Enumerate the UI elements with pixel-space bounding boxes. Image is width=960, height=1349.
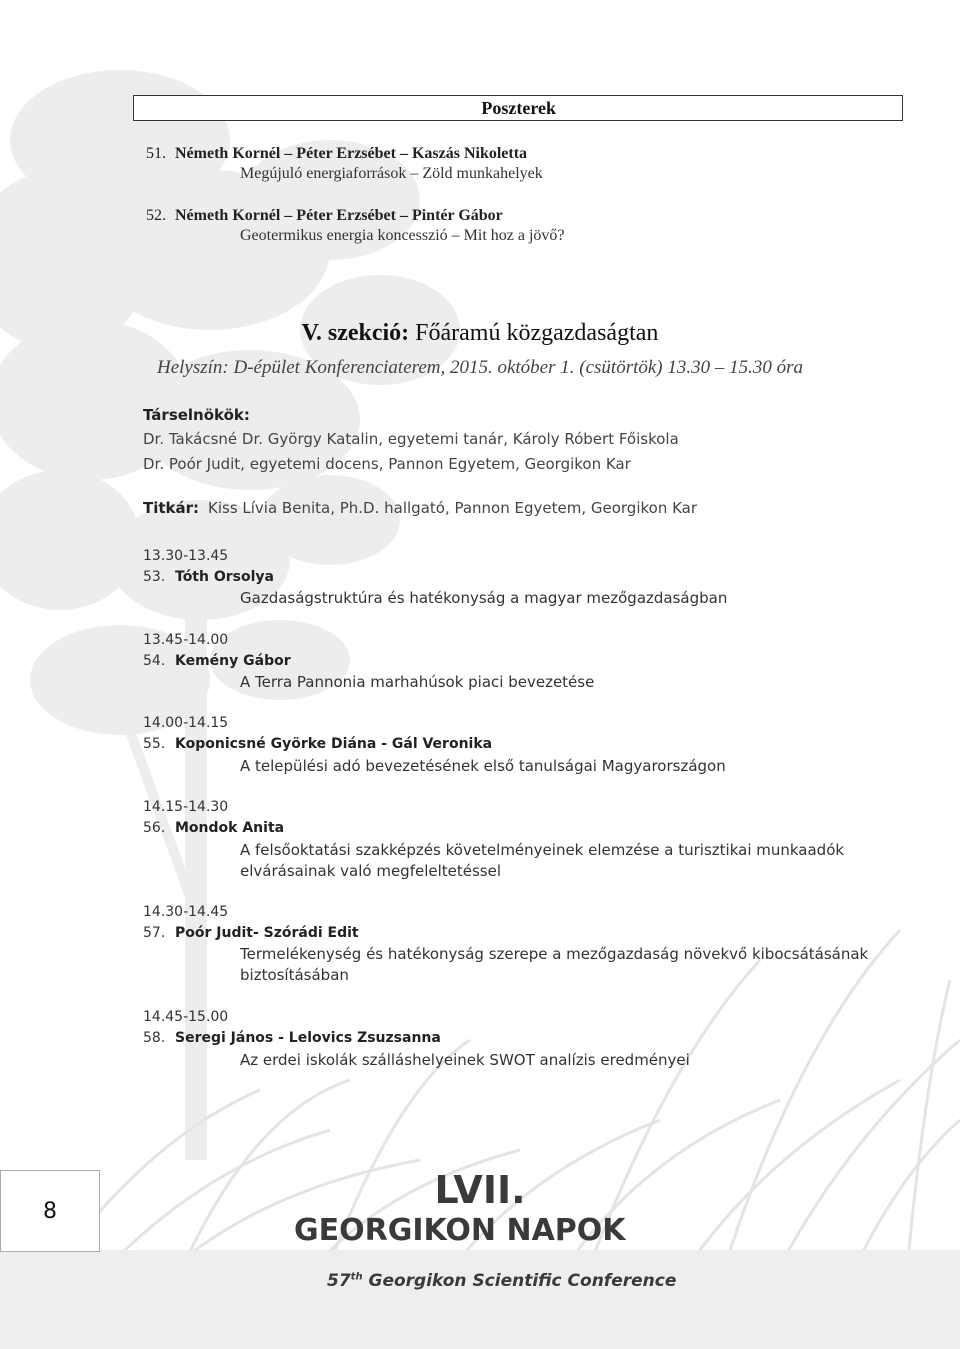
section-name: Főáramú közgazdaságtan [415, 320, 659, 346]
conference-name: GEORGIKON NAPOK [294, 1213, 626, 1248]
poster-title: Geotermikus energia koncesszió – Mit hoz a jövő? [240, 227, 565, 244]
poster-authors: Németh Kornél – Péter Erzsébet – Pintér Gábor [175, 207, 503, 224]
conference-subtitle-text: Georgikon Scientific Conference [362, 1271, 677, 1291]
chairs-label: Társelnökök: [143, 406, 250, 424]
secretary-entry: Kiss Lívia Benita, Ph.D. hallgató, Pannon Egyetem, Georgikon Kar [208, 499, 698, 517]
conference-number: 57 [327, 1271, 351, 1291]
talk-number: 53. [143, 569, 166, 585]
conference-subtitle [327, 1271, 676, 1291]
page-number: 8 [0, 1170, 100, 1252]
conference-edition: LVII. [434, 1168, 526, 1212]
talk-title: A Terra Pannonia marhahúsok piaci bevezetése [240, 673, 595, 691]
chair-entry: Dr. Takácsné Dr. György Katalin, egyetemi tanár, Károly Róbert Főiskola [143, 430, 679, 448]
talk-title: A települési adó bevezetésének első tanulságai Magyarországon [240, 757, 726, 775]
section-title [0, 320, 960, 347]
poster-title: Megújuló energiaforrások – Zöld munkahelyek [240, 165, 543, 182]
talk-time: 14.00-14.15 [143, 715, 229, 731]
conference-ordinal: th [350, 1271, 363, 1283]
talk-number: 55. [143, 736, 166, 752]
talk-time: 14.30-14.45 [143, 904, 229, 920]
poster-number: 52. [146, 207, 166, 224]
talk-authors: Koponicsné Györke Diána - Gál Veronika [175, 736, 493, 752]
posters-header-box [133, 95, 903, 121]
talk-authors: Tóth Orsolya [175, 569, 274, 585]
talk-time: 14.45-15.00 [143, 1009, 229, 1025]
talk-number: 54. [143, 653, 166, 669]
secretary-label: Titkár: [143, 499, 200, 517]
talk-authors: Seregi János - Lelovics Zsuzsanna [175, 1030, 441, 1046]
talk-title: Gazdaságstruktúra és hatékonyság a magyar mezőgazdaságban [240, 589, 728, 607]
talk-number: 56. [143, 820, 166, 836]
posters-header-title: Poszterek [481, 98, 556, 118]
talk-title: A felsőoktatási szakképzés követelményeinek elemzése a turisztikai munkaadók elvárásainak való megfeleltetéssel [240, 841, 845, 880]
talk-time: 13.45-14.00 [143, 632, 229, 648]
talk-number: 58. [143, 1030, 166, 1046]
talk-title: Az erdei iskolák szálláshelyeinek SWOT analízis eredményei [240, 1051, 690, 1069]
section-number: V. szekció: [301, 320, 410, 346]
poster-authors: Németh Kornél – Péter Erzsébet – Kaszás Nikoletta [175, 145, 528, 162]
talk-title: Termelékenység és hatékonyság szerepe a mezőgazdaság növekvő kibocsátásának biztosításában [240, 945, 869, 984]
poster-number: 51. [146, 145, 166, 162]
talk-time: 14.15-14.30 [143, 799, 229, 815]
talk-time: 13.30-13.45 [143, 548, 229, 564]
section-venue: Helyszín: D-épület Konferenciaterem, 2015. október 1. (csütörtök) 13.30 – 15.30 óra [156, 357, 804, 378]
talk-authors: Poór Judit- Szórádi Edit [175, 925, 359, 941]
talk-authors: Mondok Anita [175, 820, 285, 836]
chair-entry: Dr. Poór Judit, egyetemi docens, Pannon Egyetem, Georgikon Kar [143, 455, 631, 473]
talk-number: 57. [143, 925, 166, 941]
talk-authors: Kemény Gábor [175, 653, 291, 669]
